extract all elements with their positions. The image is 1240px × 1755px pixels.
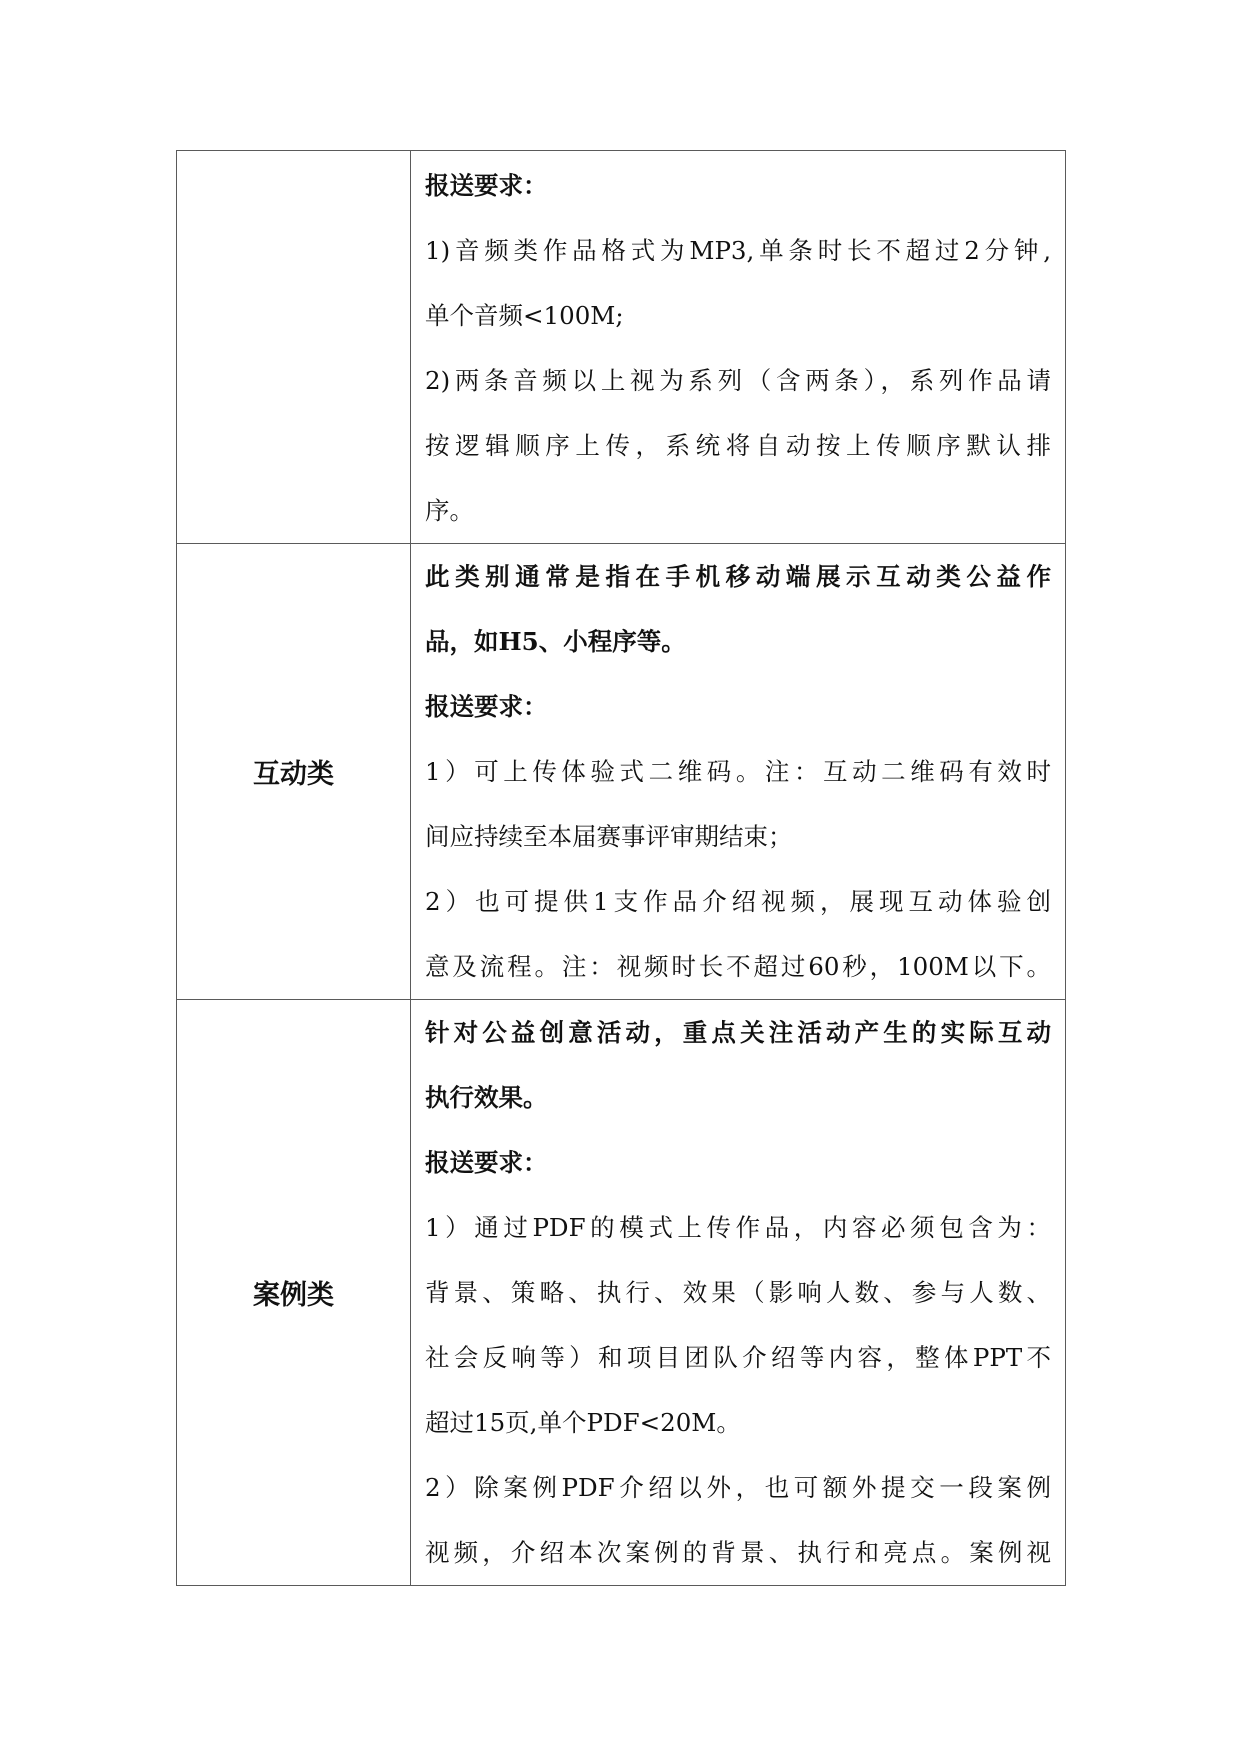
- submission-requirements-table: [176, 150, 1066, 1586]
- content-line: 意及流程。注：视频时长不超过60秒，100M以下。: [425, 952, 1051, 981]
- requirements-cell: [411, 151, 1066, 544]
- requirements-cell: [411, 1000, 1066, 1586]
- content-line: 超过15页,单个PDF<20M。: [425, 1408, 741, 1437]
- category-description: 针对公益创意活动，重点关注活动产生的实际互动: [425, 1018, 1051, 1047]
- content-line: 序。: [425, 496, 474, 525]
- table-row: [177, 1000, 1066, 1586]
- category-description: 品，如H5、小程序等。: [425, 627, 686, 656]
- content-line: 视频，介绍本次案例的背景、执行和亮点。案例视: [425, 1538, 1051, 1567]
- requirements-heading: 报送要求：: [425, 1148, 548, 1177]
- category-cell: 案例类: [177, 1000, 411, 1586]
- content-line: 单个音频<100M;: [425, 301, 624, 330]
- content-line: 2)两条音频以上视为系列（含两条），系列作品请: [425, 366, 1051, 395]
- requirements-heading: 报送要求：: [425, 171, 548, 200]
- content-line: 社会反响等）和项目团队介绍等内容，整体PPT不: [425, 1343, 1051, 1372]
- content-line: 按逻辑顺序上传，系统将自动按上传顺序默认排: [425, 431, 1051, 460]
- requirements-heading: 报送要求：: [425, 692, 548, 721]
- requirements-cell: [411, 544, 1066, 1000]
- table-row: [177, 544, 1066, 1000]
- table-row: [177, 151, 1066, 544]
- content-line: 2）除案例PDF介绍以外，也可额外提交一段案例: [425, 1473, 1051, 1502]
- category-description: 此类别通常是指在手机移动端展示互动类公益作: [425, 562, 1051, 591]
- content-line: 间应持续至本届赛事评审期结束；: [425, 822, 793, 851]
- content-line: 背景、策略、执行、效果（影响人数、参与人数、: [425, 1278, 1051, 1307]
- content-line: 1)音频类作品格式为MP3,单条时长不超过2分钟,: [425, 236, 1051, 265]
- content-line: 1）通过PDF的模式上传作品，内容必须包含为：: [425, 1213, 1051, 1242]
- content-line: 1）可上传体验式二维码。注：互动二维码有效时: [425, 757, 1051, 786]
- category-cell: [177, 151, 411, 544]
- content-line: 2）也可提供1支作品介绍视频，展现互动体验创: [425, 887, 1051, 916]
- category-cell: 互动类: [177, 544, 411, 1000]
- category-description: 执行效果。: [425, 1083, 548, 1112]
